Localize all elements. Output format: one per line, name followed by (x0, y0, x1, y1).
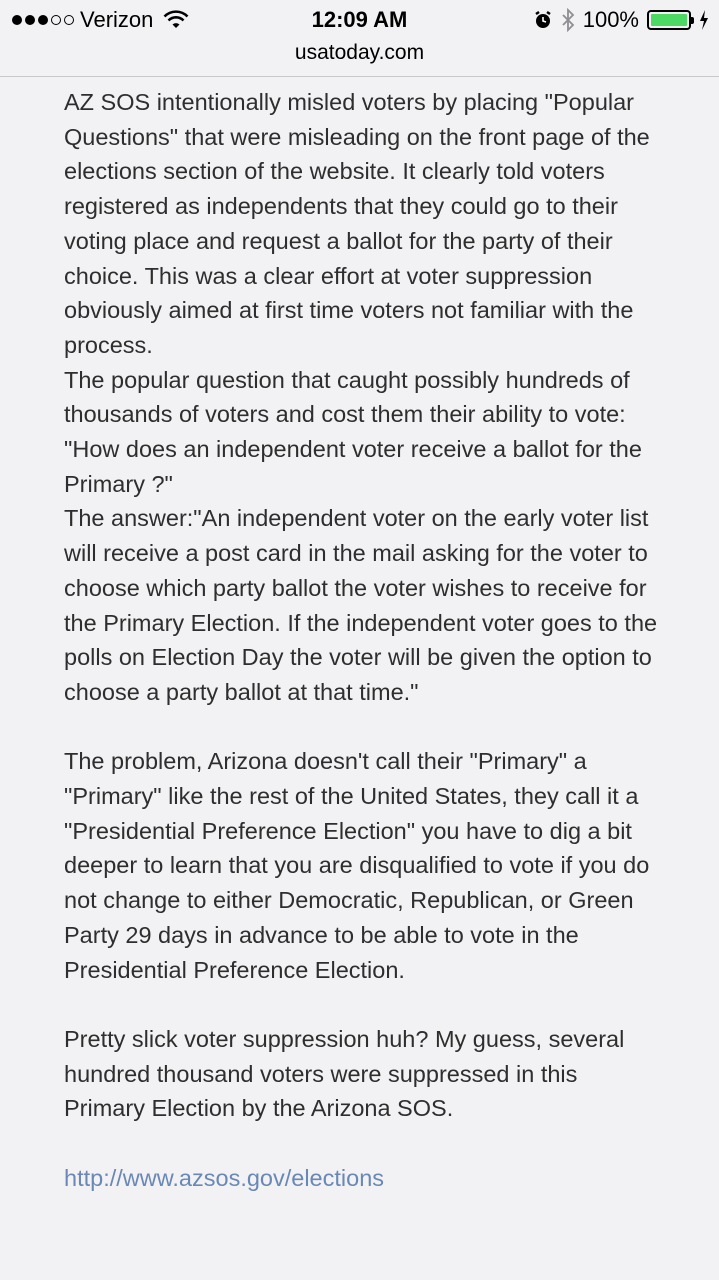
status-right (533, 6, 709, 34)
elections-link[interactable]: http://www.azsos.gov/elections (64, 1164, 385, 1191)
toolbar-divider (0, 76, 719, 77)
address-bar[interactable]: usatoday.com (294, 41, 425, 64)
comment-paragraph: The popular question that caught possibly hundreds of thousands of voters and cost them their ability to vote: "How does an independent voter receive a ballot for the Primary ?" (64, 366, 642, 497)
alarm-icon (533, 10, 553, 30)
comment-body (64, 85, 664, 1195)
status-bar (0, 0, 719, 40)
carrier-name: Verizon (80, 7, 154, 32)
paragraph-spacer (64, 987, 664, 1022)
paragraph-spacer (64, 710, 664, 745)
paragraph-spacer (64, 1126, 664, 1161)
status-time: 12:09 AM (311, 7, 408, 32)
battery-icon (647, 10, 691, 30)
comment-paragraph: AZ SOS intentionally misled voters by placing "Popular Questions" that were misleading on the front page of the elections section of the website. It clearly told voters registered as independents that they could go to their voting place and request a ballot for the party of their choice. This was a clear effort at voter suppression obviously aimed at first time voters not familiar with the process. (64, 89, 650, 358)
bluetooth-icon (561, 8, 575, 32)
battery-fill (651, 14, 687, 26)
comment-paragraph: Pretty slick voter suppression huh? My guess, several hundred thousand voters were suppressed in this Primary Election by the Arizona SOS. (64, 1025, 625, 1122)
comment-paragraph: The problem, Arizona doesn't call their "Primary" a "Primary" like the rest of the United States, they call it a "Presidential Preference Election" you have to dig a bit deeper to learn that you are disqualified to vote if you do not change to either Democratic, Republican, or Green Party 29 days in advance to be able to vote in the Presidential Preference Election. (64, 748, 650, 983)
charging-icon (699, 10, 709, 30)
comment-paragraph: The answer:"An independent voter on the early voter list will receive a post card in the mail asking for the voter to choose which party ballot the voter wishes to receive for the Primary Election. If the independent voter goes to the polls on Election Day the voter will be given the option to choose a party ballot at that time." (64, 505, 658, 705)
battery-percent: 100% (582, 7, 639, 32)
